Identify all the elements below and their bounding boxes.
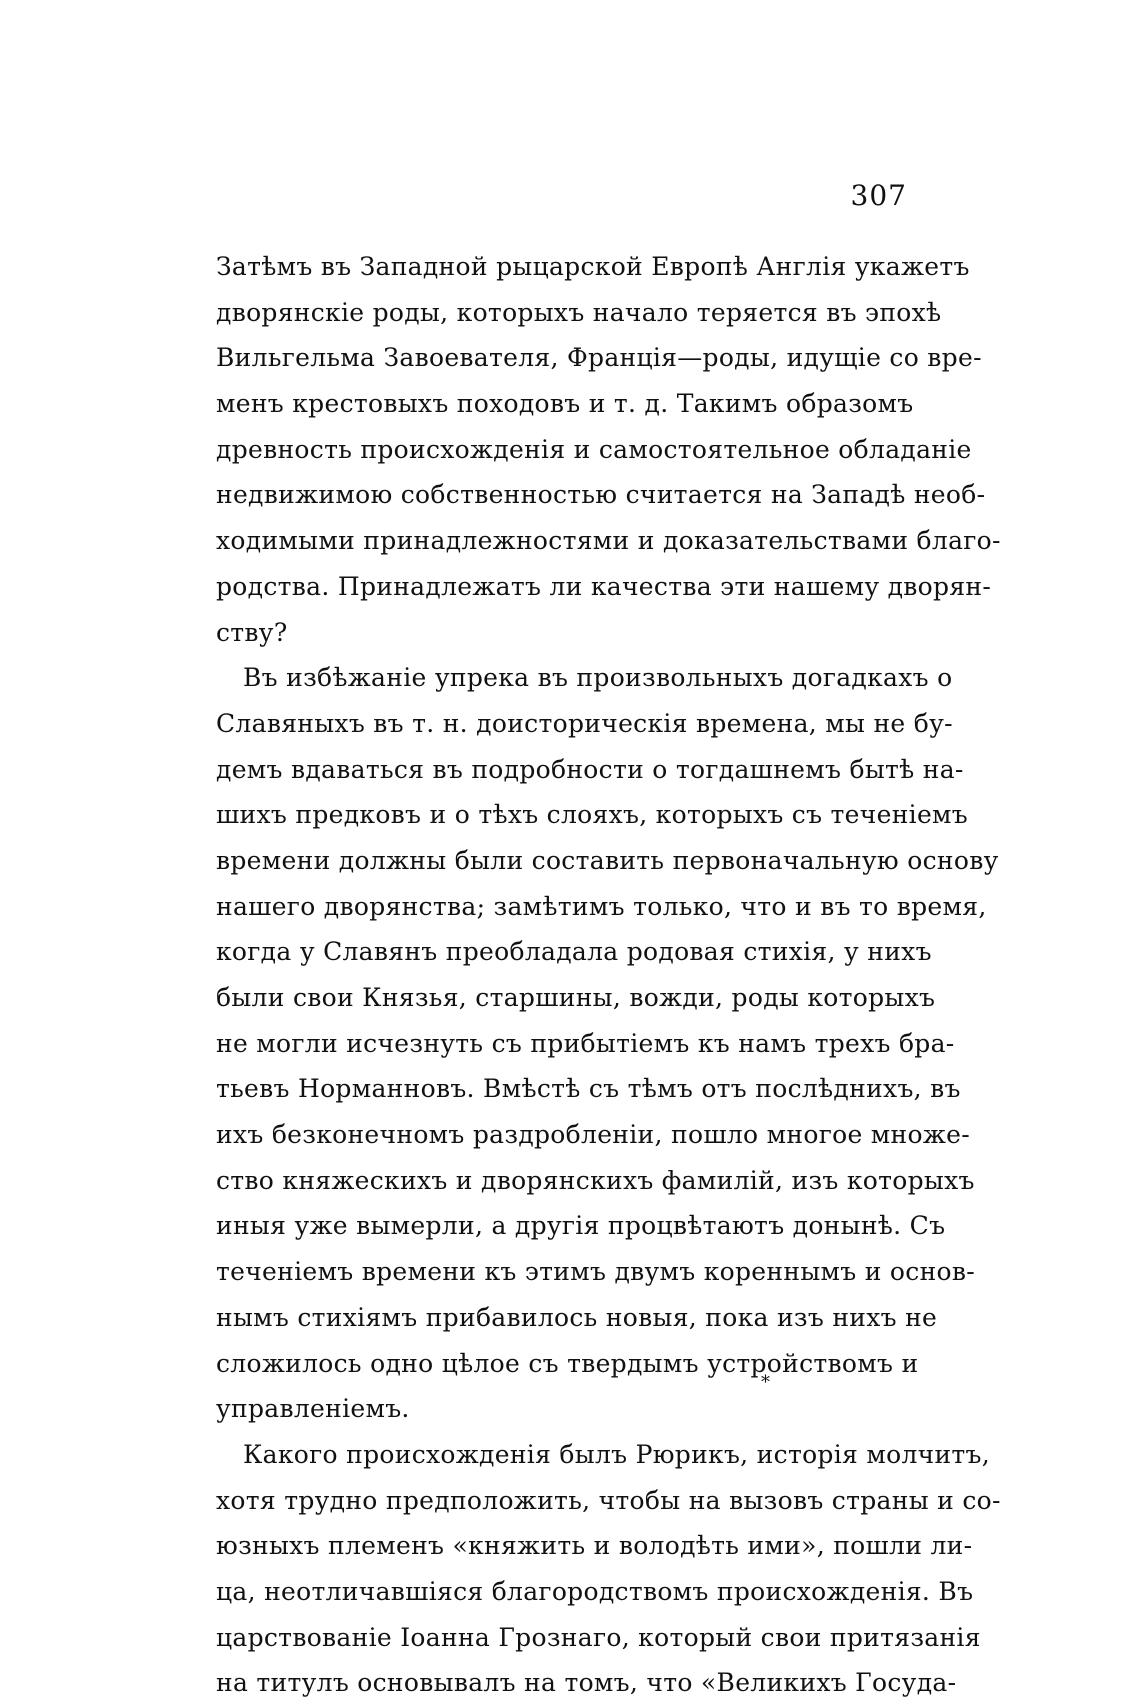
text-line: шихъ предковъ и о тѣхъ слояхъ, которыхъ съ теченіемъ xyxy=(216,800,969,830)
text-line: демъ вдаваться въ подробности о тогдашнемъ бытѣ на- xyxy=(216,754,964,784)
text-line: ихъ безконечномъ раздробленіи, пошло многое множе- xyxy=(216,1120,970,1150)
signature-mark: * xyxy=(761,1372,770,1393)
text-line: Какого происхожденія былъ Рюрикъ, исторія молчитъ, xyxy=(243,1439,990,1469)
text-line: ца, неотличавшіяся благородствомъ происхожденія. Въ xyxy=(216,1576,974,1606)
text-line: недвижимою собственностью считается на Западѣ необ- xyxy=(216,480,986,510)
paragraph-1 xyxy=(216,244,1001,655)
text-line: царствованіе Іоанна Грознаго, который свои притязанія xyxy=(216,1622,981,1652)
text-line: ходимыми принадлежностями и доказательствами благо- xyxy=(216,526,1001,556)
text-line: Вильгельма Завоевателя, Франція—роды, идущіе со вре- xyxy=(216,343,982,373)
text-line: ство княжескихъ и дворянскихъ фамилій, изъ которыхъ xyxy=(216,1165,975,1195)
text-line: управленіемъ. xyxy=(216,1394,410,1424)
text-line: сложилось одно цѣлое съ твердымъ устройствомъ и xyxy=(216,1348,919,1378)
paragraph-3 xyxy=(216,1432,1001,1706)
text-line: менъ крестовыхъ походовъ и т. д. Такимъ образомъ xyxy=(216,389,914,419)
text-line: нымъ стихіямъ прибавилось новыя, пока изъ нихъ не xyxy=(216,1302,938,1332)
paragraph-2 xyxy=(216,655,999,1432)
text-line: на титулъ основывалъ на томъ, что «Великихъ Госуда- xyxy=(216,1668,957,1698)
text-line: юзныхъ племенъ «княжить и володѣть ими», пошли ли- xyxy=(216,1531,973,1561)
text-line: дворянскіе роды, которыхъ начало теряется въ эпохѣ xyxy=(216,297,942,327)
text-line: хотя трудно предположить, чтобы на вызовъ страны и со- xyxy=(216,1485,1001,1515)
text-line: родства. Принадлежатъ ли качества эти нашему дворян- xyxy=(216,571,992,601)
body-text xyxy=(216,244,1001,1706)
text-line: когда у Славянъ преобладала родовая стихія, у нихъ xyxy=(216,937,932,967)
text-line: не могли исчезнуть съ прибытіемъ къ намъ трехъ бра- xyxy=(216,1028,955,1058)
text-line: Затѣмъ въ Западной рыцарской Европѣ Англія укажетъ xyxy=(216,252,970,281)
text-line: тьевъ Норманновъ. Вмѣстѣ съ тѣмъ отъ послѣднихъ, въ xyxy=(216,1074,961,1104)
page-number: 307 xyxy=(850,179,907,212)
text-line: древность происхожденія и самостоятельное обладаніе xyxy=(216,434,972,464)
text-line: иныя уже вымерли, а другія процвѣтаютъ донынѣ. Съ xyxy=(216,1211,946,1241)
text-line: времени должны были составить первоначальную основу xyxy=(216,845,999,875)
text-line: Славяныхъ въ т. н. доисторическія времена, мы не бу- xyxy=(216,708,953,738)
text-line: теченіемъ времени къ этимъ двумъ кореннымъ и основ- xyxy=(216,1257,976,1287)
text-line: Въ избѣжаніе упрека въ произвольныхъ догадкахъ о xyxy=(243,663,953,693)
text-line: ству? xyxy=(216,617,288,647)
text-line: были свои Князья, старшины, вожди, роды которыхъ xyxy=(216,983,936,1012)
text-line: нашего дворянства; замѣтимъ только, что и въ то время, xyxy=(216,891,987,921)
